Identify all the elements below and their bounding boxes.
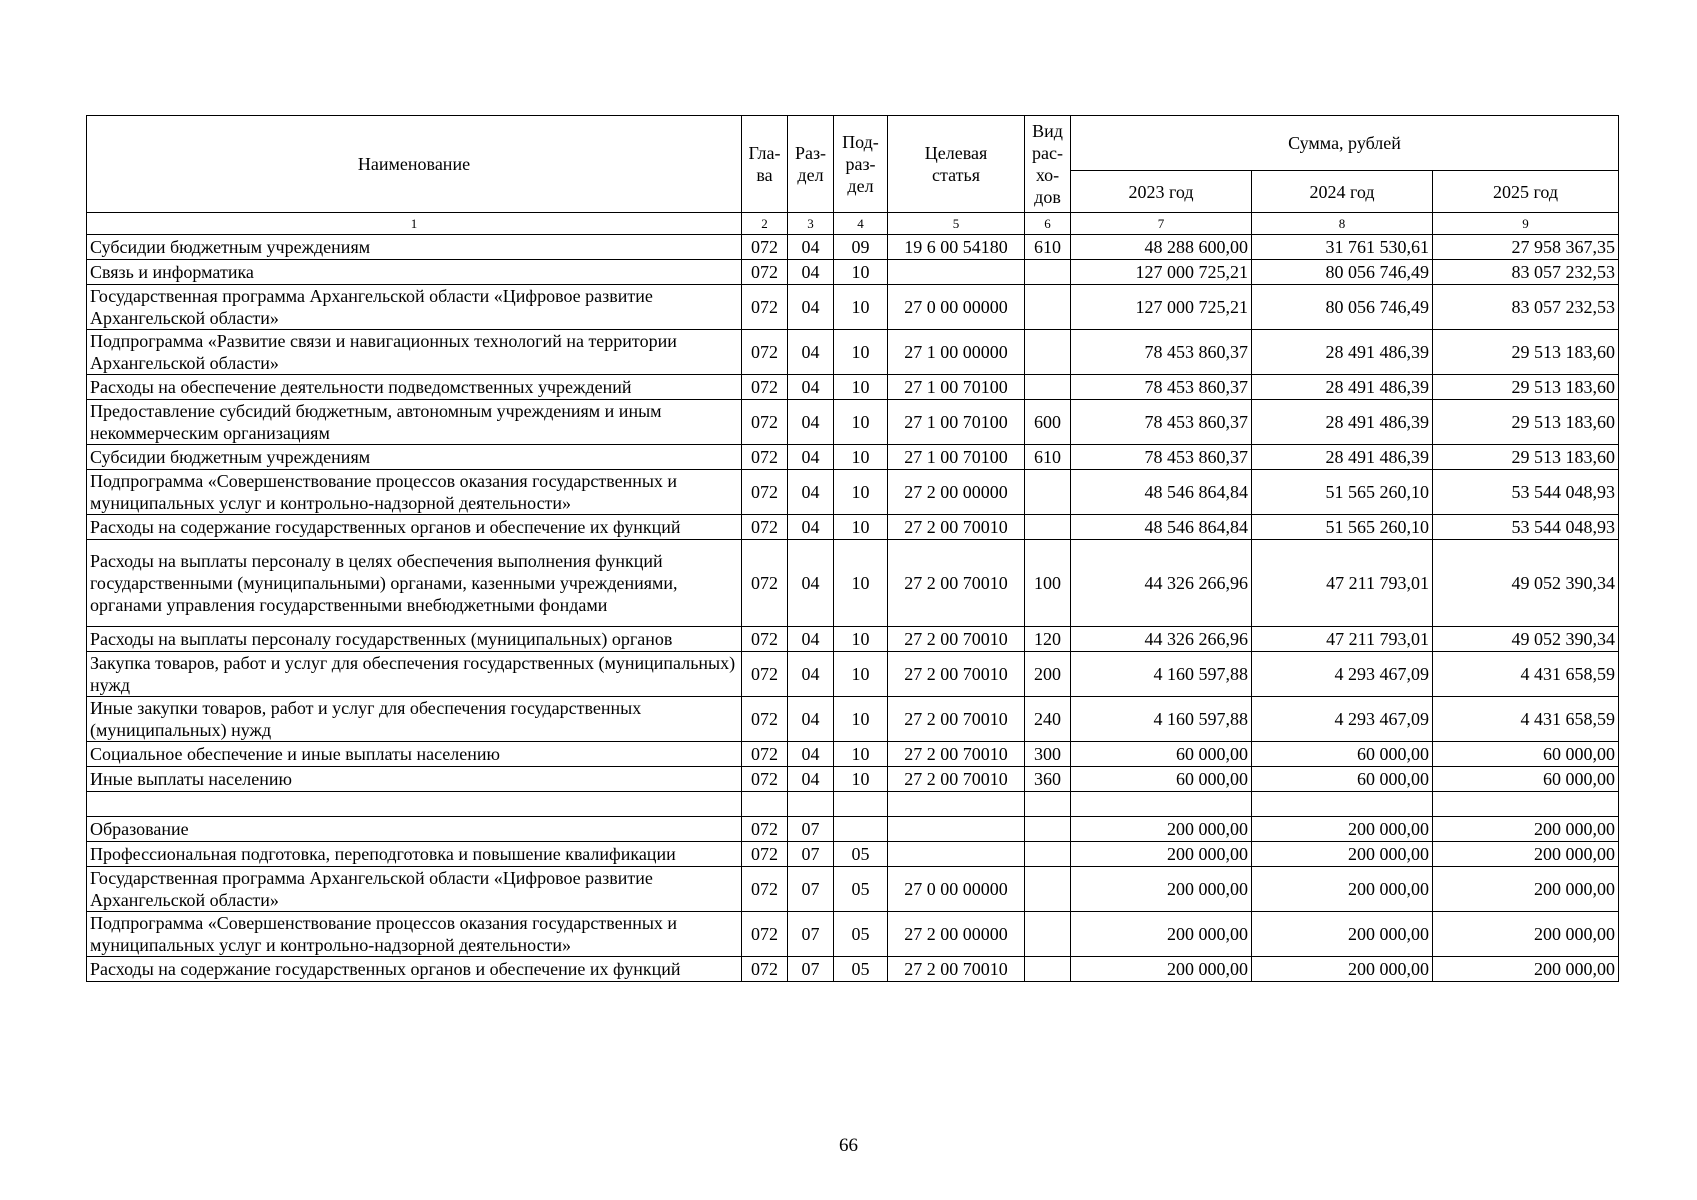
cell-podrazdel: 10 <box>834 470 888 515</box>
cell-sum-2024: 80 056 746,49 <box>1252 260 1433 285</box>
table-row <box>87 652 1619 697</box>
cell-sum-2025: 83 057 232,53 <box>1433 285 1619 330</box>
cell-tselevaya-statya <box>888 260 1025 285</box>
cell-vid-raskhodov <box>1025 912 1071 957</box>
cell-tselevaya-statya: 27 1 00 70100 <box>888 375 1025 400</box>
cell-sum-2023: 200 000,00 <box>1071 912 1252 957</box>
cell-podrazdel <box>834 792 888 817</box>
cell-podrazdel: 10 <box>834 515 888 540</box>
cell-vid-raskhodov <box>1025 330 1071 375</box>
table-row <box>87 330 1619 375</box>
cell-sum-2023 <box>1071 792 1252 817</box>
cell-glava: 072 <box>742 627 788 652</box>
cell-tselevaya-statya: 27 0 00 00000 <box>888 867 1025 912</box>
header-vid-raskhodov: Вид рас- хо- дов <box>1025 116 1071 213</box>
cell-sum-2025: 29 513 183,60 <box>1433 445 1619 470</box>
cell-podrazdel: 10 <box>834 627 888 652</box>
cell-sum-2025: 53 544 048,93 <box>1433 515 1619 540</box>
cell-name: Подпрограмма «Совершенствование процессов оказания государственных и муниципальных услуг и контрольно-надзорной деятельности» <box>87 912 742 957</box>
cell-sum-2024: 200 000,00 <box>1252 867 1433 912</box>
cell-name: Профессиональная подготовка, переподготовка и повышение квалификации <box>87 842 742 867</box>
cell-sum-2023: 200 000,00 <box>1071 842 1252 867</box>
cell-podrazdel: 10 <box>834 285 888 330</box>
cell-razdel: 04 <box>788 375 834 400</box>
cell-tselevaya-statya <box>888 817 1025 842</box>
cell-name: Социальное обеспечение и иные выплаты населению <box>87 742 742 767</box>
col-number: 5 <box>888 213 1025 235</box>
cell-name: Государственная программа Архангельской области «Цифровое развитие Архангельской области» <box>87 285 742 330</box>
cell-sum-2025: 200 000,00 <box>1433 817 1619 842</box>
cell-sum-2024: 80 056 746,49 <box>1252 285 1433 330</box>
cell-podrazdel: 10 <box>834 742 888 767</box>
table-row <box>87 867 1619 912</box>
cell-sum-2023: 48 546 864,84 <box>1071 470 1252 515</box>
cell-vid-raskhodov <box>1025 285 1071 330</box>
cell-sum-2025 <box>1433 792 1619 817</box>
cell-name: Расходы на выплаты персоналу государственных (муниципальных) органов <box>87 627 742 652</box>
cell-vid-raskhodov <box>1025 260 1071 285</box>
cell-vid-raskhodov <box>1025 792 1071 817</box>
header-2024: 2024 год <box>1252 171 1433 213</box>
cell-sum-2023: 200 000,00 <box>1071 817 1252 842</box>
cell-sum-2023: 127 000 725,21 <box>1071 285 1252 330</box>
cell-tselevaya-statya: 27 2 00 70010 <box>888 627 1025 652</box>
cell-razdel: 04 <box>788 540 834 627</box>
cell-glava: 072 <box>742 540 788 627</box>
cell-vid-raskhodov: 360 <box>1025 767 1071 792</box>
cell-tselevaya-statya: 19 6 00 54180 <box>888 235 1025 260</box>
cell-name: Подпрограмма «Развитие связи и навигационных технологий на территории Архангельской области» <box>87 330 742 375</box>
cell-vid-raskhodov <box>1025 515 1071 540</box>
cell-glava: 072 <box>742 470 788 515</box>
cell-razdel: 04 <box>788 652 834 697</box>
cell-sum-2025: 60 000,00 <box>1433 742 1619 767</box>
cell-vid-raskhodov: 240 <box>1025 697 1071 742</box>
cell-name: Образование <box>87 817 742 842</box>
table-row <box>87 767 1619 792</box>
cell-razdel: 04 <box>788 742 834 767</box>
cell-name: Подпрограмма «Совершенствование процессов оказания государственных и муниципальных услуг и контрольно-надзорной деятельности» <box>87 470 742 515</box>
cell-sum-2024: 47 211 793,01 <box>1252 540 1433 627</box>
table-row <box>87 742 1619 767</box>
cell-glava: 072 <box>742 260 788 285</box>
cell-name: Предоставление субсидий бюджетным, автономным учреждениям и иным некоммерческим организациям <box>87 400 742 445</box>
cell-podrazdel: 10 <box>834 697 888 742</box>
cell-podrazdel: 05 <box>834 867 888 912</box>
table-row <box>87 842 1619 867</box>
cell-tselevaya-statya: 27 2 00 00000 <box>888 912 1025 957</box>
table-row <box>87 540 1619 627</box>
table-row <box>87 260 1619 285</box>
header-razdel: Раз- дел <box>788 116 834 213</box>
cell-sum-2025: 27 958 367,35 <box>1433 235 1619 260</box>
header-glava: Гла- ва <box>742 116 788 213</box>
table-row <box>87 375 1619 400</box>
col-number: 7 <box>1071 213 1252 235</box>
cell-sum-2023: 60 000,00 <box>1071 742 1252 767</box>
cell-glava: 072 <box>742 285 788 330</box>
cell-name: Закупка товаров, работ и услуг для обеспечения государственных (муниципальных) нужд <box>87 652 742 697</box>
cell-tselevaya-statya: 27 2 00 70010 <box>888 957 1025 982</box>
cell-tselevaya-statya: 27 2 00 70010 <box>888 697 1025 742</box>
cell-vid-raskhodov <box>1025 867 1071 912</box>
table-row <box>87 817 1619 842</box>
col-number: 8 <box>1252 213 1433 235</box>
table-row <box>87 697 1619 742</box>
cell-sum-2025: 4 431 658,59 <box>1433 697 1619 742</box>
cell-podrazdel: 10 <box>834 540 888 627</box>
cell-glava: 072 <box>742 235 788 260</box>
cell-tselevaya-statya: 27 2 00 00000 <box>888 470 1025 515</box>
cell-vid-raskhodov <box>1025 375 1071 400</box>
cell-glava: 072 <box>742 842 788 867</box>
cell-sum-2024: 200 000,00 <box>1252 842 1433 867</box>
cell-tselevaya-statya: 27 1 00 00000 <box>888 330 1025 375</box>
table-row <box>87 957 1619 982</box>
table-row <box>87 627 1619 652</box>
cell-glava: 072 <box>742 400 788 445</box>
cell-tselevaya-statya: 27 2 00 70010 <box>888 540 1025 627</box>
cell-glava: 072 <box>742 867 788 912</box>
cell-sum-2023: 4 160 597,88 <box>1071 652 1252 697</box>
cell-podrazdel: 10 <box>834 445 888 470</box>
header-podrazdel: Под- раз- дел <box>834 116 888 213</box>
col-number: 4 <box>834 213 888 235</box>
cell-vid-raskhodov <box>1025 470 1071 515</box>
cell-razdel: 04 <box>788 767 834 792</box>
cell-podrazdel: 10 <box>834 767 888 792</box>
cell-sum-2025: 200 000,00 <box>1433 842 1619 867</box>
page-number: 66 <box>839 1135 858 1156</box>
cell-sum-2024: 28 491 486,39 <box>1252 375 1433 400</box>
cell-sum-2023: 78 453 860,37 <box>1071 330 1252 375</box>
cell-name: Субсидии бюджетным учреждениям <box>87 235 742 260</box>
cell-sum-2024: 31 761 530,61 <box>1252 235 1433 260</box>
cell-glava: 072 <box>742 515 788 540</box>
cell-razdel: 04 <box>788 470 834 515</box>
cell-sum-2023: 44 326 266,96 <box>1071 540 1252 627</box>
cell-glava <box>742 792 788 817</box>
cell-razdel: 04 <box>788 445 834 470</box>
cell-name <box>87 792 742 817</box>
cell-podrazdel: 10 <box>834 652 888 697</box>
cell-sum-2023: 48 546 864,84 <box>1071 515 1252 540</box>
cell-glava: 072 <box>742 445 788 470</box>
cell-sum-2023: 200 000,00 <box>1071 867 1252 912</box>
header-summa: Сумма, рублей <box>1071 116 1619 171</box>
table-row <box>87 445 1619 470</box>
header-tselevaya-statya: Целевая статья <box>888 116 1025 213</box>
cell-glava: 072 <box>742 817 788 842</box>
cell-tselevaya-statya: 27 2 00 70010 <box>888 742 1025 767</box>
cell-razdel: 07 <box>788 867 834 912</box>
header-2025: 2025 год <box>1433 171 1619 213</box>
cell-tselevaya-statya: 27 0 00 00000 <box>888 285 1025 330</box>
cell-podrazdel: 10 <box>834 330 888 375</box>
cell-sum-2023: 200 000,00 <box>1071 957 1252 982</box>
cell-sum-2024: 60 000,00 <box>1252 742 1433 767</box>
table-row <box>87 285 1619 330</box>
cell-vid-raskhodov: 100 <box>1025 540 1071 627</box>
cell-razdel: 07 <box>788 842 834 867</box>
budget-table <box>86 115 1619 982</box>
cell-sum-2023: 127 000 725,21 <box>1071 260 1252 285</box>
cell-sum-2025: 49 052 390,34 <box>1433 540 1619 627</box>
header-2023: 2023 год <box>1071 171 1252 213</box>
cell-glava: 072 <box>742 652 788 697</box>
cell-podrazdel <box>834 817 888 842</box>
cell-sum-2024: 28 491 486,39 <box>1252 330 1433 375</box>
cell-sum-2025: 200 000,00 <box>1433 867 1619 912</box>
cell-sum-2024: 47 211 793,01 <box>1252 627 1433 652</box>
cell-tselevaya-statya: 27 1 00 70100 <box>888 400 1025 445</box>
cell-name: Расходы на содержание государственных органов и обеспечение их функций <box>87 515 742 540</box>
cell-razdel: 04 <box>788 235 834 260</box>
cell-vid-raskhodov <box>1025 957 1071 982</box>
cell-razdel: 04 <box>788 260 834 285</box>
header-name: Наименование <box>87 116 742 213</box>
table-row <box>87 400 1619 445</box>
cell-name: Иные закупки товаров, работ и услуг для обеспечения государственных (муниципальных) нужд <box>87 697 742 742</box>
cell-razdel: 04 <box>788 627 834 652</box>
cell-glava: 072 <box>742 697 788 742</box>
cell-sum-2024: 200 000,00 <box>1252 912 1433 957</box>
table-row <box>87 235 1619 260</box>
cell-podrazdel: 05 <box>834 842 888 867</box>
col-number: 2 <box>742 213 788 235</box>
cell-razdel: 04 <box>788 400 834 445</box>
cell-sum-2024: 200 000,00 <box>1252 817 1433 842</box>
cell-name: Расходы на обеспечение деятельности подведомственных учреждений <box>87 375 742 400</box>
cell-vid-raskhodov: 120 <box>1025 627 1071 652</box>
table-row <box>87 515 1619 540</box>
cell-sum-2024: 4 293 467,09 <box>1252 697 1433 742</box>
cell-sum-2024: 200 000,00 <box>1252 957 1433 982</box>
cell-sum-2025: 4 431 658,59 <box>1433 652 1619 697</box>
cell-vid-raskhodov: 610 <box>1025 445 1071 470</box>
cell-tselevaya-statya: 27 2 00 70010 <box>888 515 1025 540</box>
col-number: 9 <box>1433 213 1619 235</box>
column-numbers-row <box>87 213 1619 235</box>
cell-sum-2025: 53 544 048,93 <box>1433 470 1619 515</box>
cell-sum-2025: 29 513 183,60 <box>1433 400 1619 445</box>
cell-podrazdel: 05 <box>834 912 888 957</box>
cell-sum-2024: 28 491 486,39 <box>1252 445 1433 470</box>
cell-vid-raskhodov: 200 <box>1025 652 1071 697</box>
cell-sum-2025: 60 000,00 <box>1433 767 1619 792</box>
cell-name: Субсидии бюджетным учреждениям <box>87 445 742 470</box>
cell-podrazdel: 10 <box>834 400 888 445</box>
cell-vid-raskhodov: 600 <box>1025 400 1071 445</box>
cell-tselevaya-statya <box>888 842 1025 867</box>
cell-razdel: 04 <box>788 515 834 540</box>
cell-sum-2025: 29 513 183,60 <box>1433 330 1619 375</box>
cell-name: Расходы на выплаты персоналу в целях обеспечения выполнения функций государственными (муниципальными) органами, казенными учреждениями, органами управления государственными внебюджетными фондами <box>87 540 742 627</box>
cell-razdel <box>788 792 834 817</box>
cell-sum-2025: 200 000,00 <box>1433 912 1619 957</box>
cell-name: Связь и информатика <box>87 260 742 285</box>
table-row <box>87 792 1619 817</box>
cell-sum-2025: 29 513 183,60 <box>1433 375 1619 400</box>
cell-sum-2023: 78 453 860,37 <box>1071 375 1252 400</box>
cell-glava: 072 <box>742 957 788 982</box>
cell-vid-raskhodov: 300 <box>1025 742 1071 767</box>
cell-podrazdel: 10 <box>834 260 888 285</box>
cell-razdel: 04 <box>788 697 834 742</box>
cell-name: Расходы на содержание государственных органов и обеспечение их функций <box>87 957 742 982</box>
cell-vid-raskhodov <box>1025 842 1071 867</box>
cell-razdel: 07 <box>788 957 834 982</box>
cell-sum-2023: 78 453 860,37 <box>1071 400 1252 445</box>
cell-sum-2024: 51 565 260,10 <box>1252 470 1433 515</box>
col-number: 6 <box>1025 213 1071 235</box>
cell-tselevaya-statya: 27 1 00 70100 <box>888 445 1025 470</box>
cell-sum-2025: 49 052 390,34 <box>1433 627 1619 652</box>
cell-podrazdel: 10 <box>834 375 888 400</box>
cell-sum-2023: 44 326 266,96 <box>1071 627 1252 652</box>
cell-podrazdel: 05 <box>834 957 888 982</box>
cell-sum-2023: 48 288 600,00 <box>1071 235 1252 260</box>
cell-sum-2024: 51 565 260,10 <box>1252 515 1433 540</box>
cell-sum-2025: 83 057 232,53 <box>1433 260 1619 285</box>
cell-sum-2023: 4 160 597,88 <box>1071 697 1252 742</box>
cell-tselevaya-statya: 27 2 00 70010 <box>888 652 1025 697</box>
cell-razdel: 07 <box>788 912 834 957</box>
cell-razdel: 07 <box>788 817 834 842</box>
cell-vid-raskhodov: 610 <box>1025 235 1071 260</box>
cell-name: Государственная программа Архангельской области «Цифровое развитие Архангельской области» <box>87 867 742 912</box>
cell-sum-2023: 78 453 860,37 <box>1071 445 1252 470</box>
cell-glava: 072 <box>742 742 788 767</box>
table-row <box>87 470 1619 515</box>
cell-glava: 072 <box>742 330 788 375</box>
cell-razdel: 04 <box>788 285 834 330</box>
cell-glava: 072 <box>742 767 788 792</box>
cell-glava: 072 <box>742 912 788 957</box>
cell-glava: 072 <box>742 375 788 400</box>
col-number: 1 <box>87 213 742 235</box>
cell-vid-raskhodov <box>1025 817 1071 842</box>
cell-sum-2024 <box>1252 792 1433 817</box>
cell-sum-2023: 60 000,00 <box>1071 767 1252 792</box>
cell-podrazdel: 09 <box>834 235 888 260</box>
cell-tselevaya-statya: 27 2 00 70010 <box>888 767 1025 792</box>
cell-name: Иные выплаты населению <box>87 767 742 792</box>
cell-sum-2025: 200 000,00 <box>1433 957 1619 982</box>
cell-razdel: 04 <box>788 330 834 375</box>
cell-sum-2024: 4 293 467,09 <box>1252 652 1433 697</box>
col-number: 3 <box>788 213 834 235</box>
table-row <box>87 912 1619 957</box>
cell-sum-2024: 28 491 486,39 <box>1252 400 1433 445</box>
cell-tselevaya-statya <box>888 792 1025 817</box>
cell-sum-2024: 60 000,00 <box>1252 767 1433 792</box>
